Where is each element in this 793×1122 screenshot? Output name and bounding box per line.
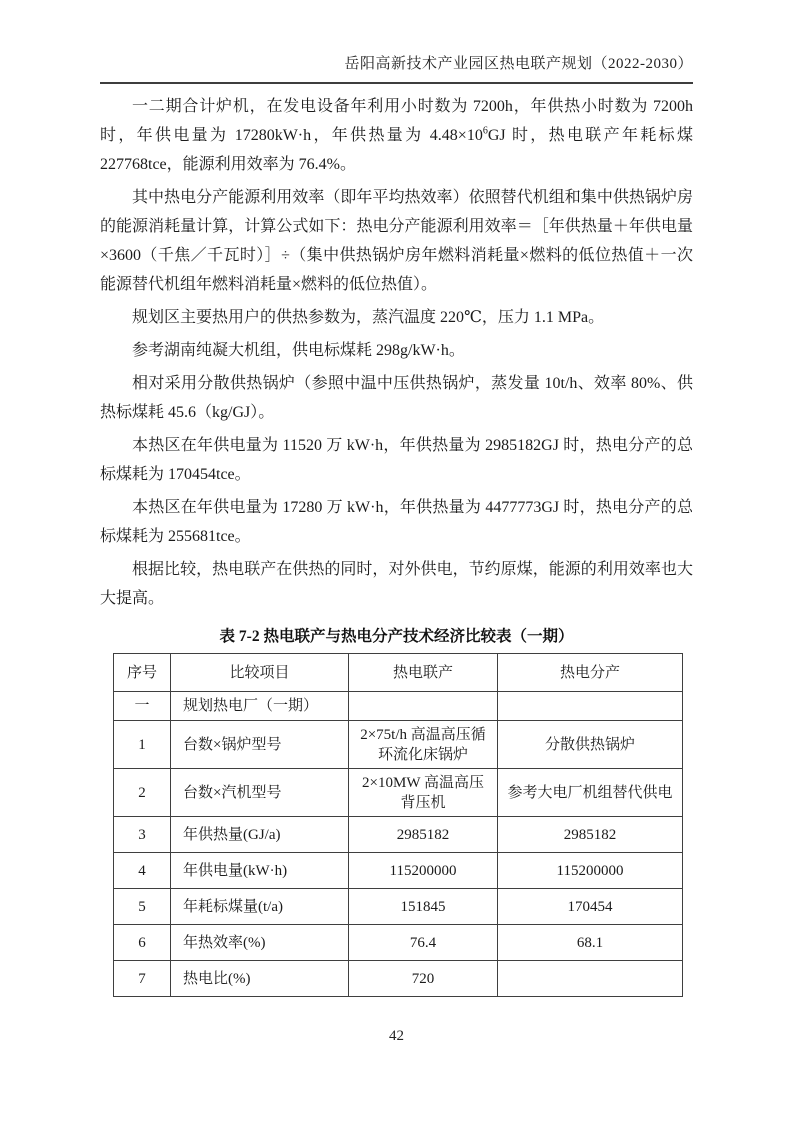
table-header-separate: 热电分产 — [498, 654, 683, 692]
document-body — [100, 92, 693, 997]
table-cell: 台数×锅炉型号 — [171, 721, 349, 769]
table-header-item: 比较项目 — [171, 654, 349, 692]
paragraph-1 — [100, 92, 693, 179]
table-cell: 170454 — [498, 889, 683, 925]
table-caption: 表 7-2 热电联产与热电分产技术经济比较表（一期） — [219, 628, 574, 645]
table-row — [114, 817, 683, 853]
table-cell: 年耗标煤量(t/a) — [171, 889, 349, 925]
table-row — [114, 853, 683, 889]
table-row — [114, 889, 683, 925]
table-row — [114, 769, 683, 817]
table-cell: 分散供热锅炉 — [498, 721, 683, 769]
table-cell: 2985182 — [349, 817, 498, 853]
table-row — [114, 721, 683, 769]
table-cell: 2×75t/h 高温高压循环流化床锅炉 — [349, 721, 498, 769]
table-cell — [498, 692, 683, 721]
paragraph-6: 本热区在年供电量为 11520 万 kW·h，年供热量为 2985182GJ 时，热电分产的总标煤耗为 170454tce。 — [100, 437, 693, 483]
table-cell: 年热效率(%) — [171, 925, 349, 961]
table-header-row — [114, 654, 683, 692]
table-cell: 115200000 — [498, 853, 683, 889]
paragraph-1-text: 一二期合计炉机，在发电设备年利用小时数为 7200h，年供热小时数为 7200h 时，年供电量为 17280kW·h，年供热量为 4.48×10 — [100, 98, 693, 144]
table-cell: 2×10MW 高温高压背压机 — [349, 769, 498, 817]
paragraph-4: 参考湖南纯凝大机组，供电标煤耗 298g/kW·h。 — [132, 342, 465, 359]
table-cell: 151845 — [349, 889, 498, 925]
table-cell: 3 — [114, 817, 171, 853]
table-cell: 年供热量(GJ/a) — [171, 817, 349, 853]
page-header-title: 岳阳高新技术产业园区热电联产规划（2022-2030） — [100, 52, 693, 84]
table-cell: 4 — [114, 853, 171, 889]
table-cell: 115200000 — [349, 853, 498, 889]
paragraph-2: 其中热电分产能源利用效率（即年平均热效率）依照替代机组和集中供热锅炉房的能源消耗量计算，计算公式如下：热电分产能源利用效率＝［年供热量＋年供电量×3600（千焦／千瓦时）］÷（集中供热锅炉房年燃料消耗量×燃料的低位热值＋一次能源替代机组年燃料消耗量×燃料的低位热值）。 — [100, 189, 693, 293]
table-cell: 2985182 — [498, 817, 683, 853]
paragraph-3: 规划区主要热用户的供热参数为，蒸汽温度 220℃，压力 1.1 MPa。 — [132, 309, 605, 326]
table-cell: 年供电量(kW·h) — [171, 853, 349, 889]
table-header-index: 序号 — [114, 654, 171, 692]
page-number: 42 — [389, 1028, 404, 1044]
table-cell: 76.4 — [349, 925, 498, 961]
table-cell: 6 — [114, 925, 171, 961]
table-cell: 7 — [114, 961, 171, 997]
table-cell: 一 — [114, 692, 171, 721]
table-cell: 68.1 — [498, 925, 683, 961]
table-cell — [349, 692, 498, 721]
table-cell: 参考大电厂机组替代供电 — [498, 769, 683, 817]
table-cell: 2 — [114, 769, 171, 817]
table-cell: 720 — [349, 961, 498, 997]
paragraph-8: 根据比较，热电联产在供热的同时，对外供电，节约原煤，能源的利用效率也大大提高。 — [100, 561, 693, 607]
table-cell: 5 — [114, 889, 171, 925]
table-row — [114, 692, 683, 721]
table-header-chp: 热电联产 — [349, 654, 498, 692]
paragraph-1-text-cont: GJ 时，热电联产年耗标煤 227768tce，能源利用效率为 76.4%。 — [100, 127, 693, 173]
table-row — [114, 925, 683, 961]
table-cell: 台数×汽机型号 — [171, 769, 349, 817]
table-cell: 热电比(%) — [171, 961, 349, 997]
table-cell — [498, 961, 683, 997]
comparison-table — [113, 653, 683, 997]
table-cell: 规划热电厂（一期） — [171, 692, 349, 721]
paragraph-5: 相对采用分散供热锅炉（参照中温中压供热锅炉，蒸发量 10t/h、效率 80%、供热标煤耗 45.6（kg/GJ）。 — [100, 375, 693, 421]
superscript-exponent: 6 — [482, 125, 488, 137]
table-row — [114, 961, 683, 997]
table-cell: 1 — [114, 721, 171, 769]
paragraph-7: 本热区在年供电量为 17280 万 kW·h，年供热量为 4477773GJ 时，热电分产的总标煤耗为 255681tce。 — [100, 499, 693, 545]
